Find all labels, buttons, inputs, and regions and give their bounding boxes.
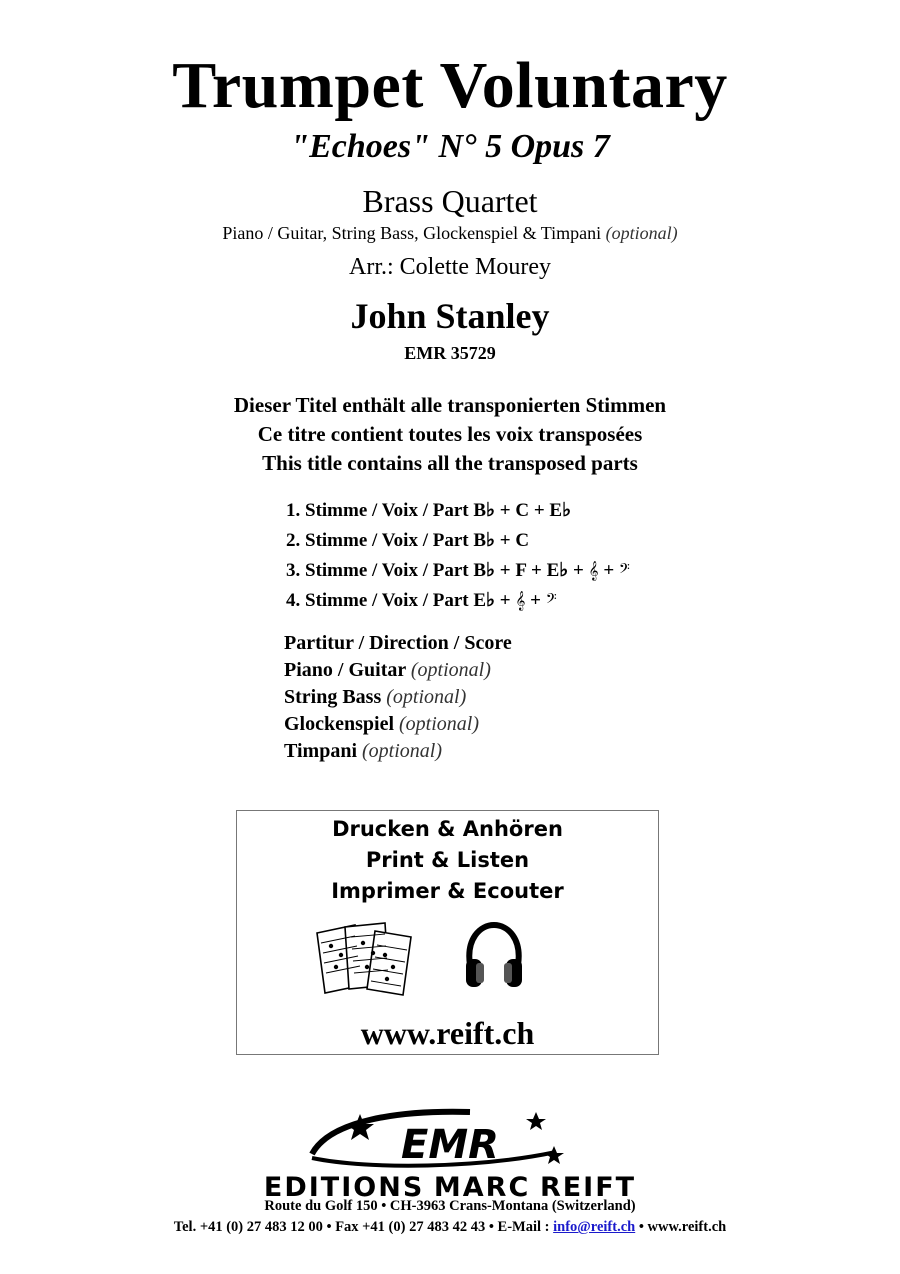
optional-tag: (optional) [362, 740, 442, 762]
catalog-number: EMR 35729 [404, 343, 496, 363]
brand-word-2: MARC [433, 1172, 531, 1203]
website-url[interactable]: www.reift.ch [360, 1015, 535, 1051]
logo-text: EMR [401, 1122, 499, 1168]
part-line: 2. Stimme / Voix / Part B♭ + C [286, 530, 530, 551]
optional-tag: (optional) [386, 686, 467, 708]
promo-line-de: Drucken & Anhören [332, 817, 563, 841]
ensemble: Brass Quartet [362, 183, 538, 219]
notice-english: This title contains all the transposed parts [262, 451, 638, 475]
part-key: F [515, 560, 527, 581]
part-key: E♭ [546, 560, 569, 581]
contact-prefix: Tel. +41 (0) 27 483 12 00 • Fax +41 (0) 27 483 42 43 • E-Mail : [173, 1219, 554, 1235]
extras-list [284, 630, 512, 765]
instrumentation-optional: (optional) [605, 223, 678, 243]
part-key: E♭ [549, 500, 572, 521]
extra-part-line [284, 711, 512, 738]
part-line: 3. Stimme / Voix / Part B♭ + F + E♭ + 𝄞 + 𝄢 [286, 560, 630, 581]
arranger: Arr.: Colette Mourey [349, 254, 551, 280]
part-line: 1. Stimme / Voix / Part B♭ + C + E♭ [286, 500, 572, 521]
headphones-icon [462, 921, 526, 993]
instrumentation-text: Piano / Guitar, String Bass, Glockenspiel & Timpani [222, 223, 602, 243]
extra-part-label: Piano / Guitar [284, 659, 406, 681]
clef-icon: 𝄢 [618, 561, 630, 580]
extra-part-label: String Bass [284, 686, 382, 708]
extra-part-label: Timpani [284, 740, 357, 762]
part-key: B♭ [473, 560, 495, 581]
extra-part-label: Partitur / Direction / Score [284, 632, 512, 654]
promo-line-fr: Imprimer & Ecouter [331, 879, 564, 903]
notice-french: Ce titre contient toutes les voix transposées [257, 422, 643, 446]
part-label: 2. Stimme / Voix / Part [286, 530, 469, 551]
clef-icon: 𝄞 [515, 591, 526, 610]
emr-logo [300, 1108, 600, 1174]
part-key: C [515, 500, 530, 521]
contact-suffix: • www.reift.ch [635, 1219, 727, 1235]
optional-tag: (optional) [399, 713, 480, 735]
composer: John Stanley [350, 296, 550, 336]
part-key: B♭ [473, 500, 495, 521]
promo-line-en: Print & Listen [365, 848, 530, 872]
part-key: C [515, 530, 530, 551]
email-link[interactable]: info@reift.ch [553, 1219, 636, 1235]
part-line: 4. Stimme / Voix / Part E♭ + 𝄞 + 𝄢 [286, 590, 557, 611]
brand-word-1: EDITIONS [263, 1172, 425, 1203]
part-key: B♭ [473, 530, 495, 551]
extra-part-line [284, 684, 512, 711]
extra-part-line [284, 738, 512, 765]
part-label: 4. Stimme / Voix / Part [286, 590, 469, 611]
part-label: 3. Stimme / Voix / Part [286, 560, 469, 581]
promo-box [236, 810, 659, 1055]
instrumentation [0, 223, 900, 244]
page-title: Trumpet Voluntary [172, 49, 728, 122]
clef-icon: 𝄞 [588, 561, 599, 580]
clef-icon: 𝄢 [545, 591, 557, 610]
extra-part-line [284, 657, 512, 684]
extra-part-line [284, 630, 512, 657]
optional-tag: (optional) [410, 659, 491, 681]
brand-word-3: REIFT [539, 1172, 637, 1203]
extra-part-label: Glockenspiel [284, 713, 395, 735]
parts-list [286, 498, 630, 618]
notice-german: Dieser Titel enthält alle transponierten Stimmen [233, 393, 667, 417]
subtitle: "Echoes" N° 5 Opus 7 [290, 128, 610, 165]
address: Route du Golf 150 • CH-3963 Crans-Montana (Switzerland) [264, 1198, 636, 1214]
part-key: E♭ [473, 590, 495, 611]
contact-line [0, 1219, 900, 1236]
sheet-music-icon [311, 919, 421, 997]
part-label: 1. Stimme / Voix / Part [286, 500, 469, 521]
